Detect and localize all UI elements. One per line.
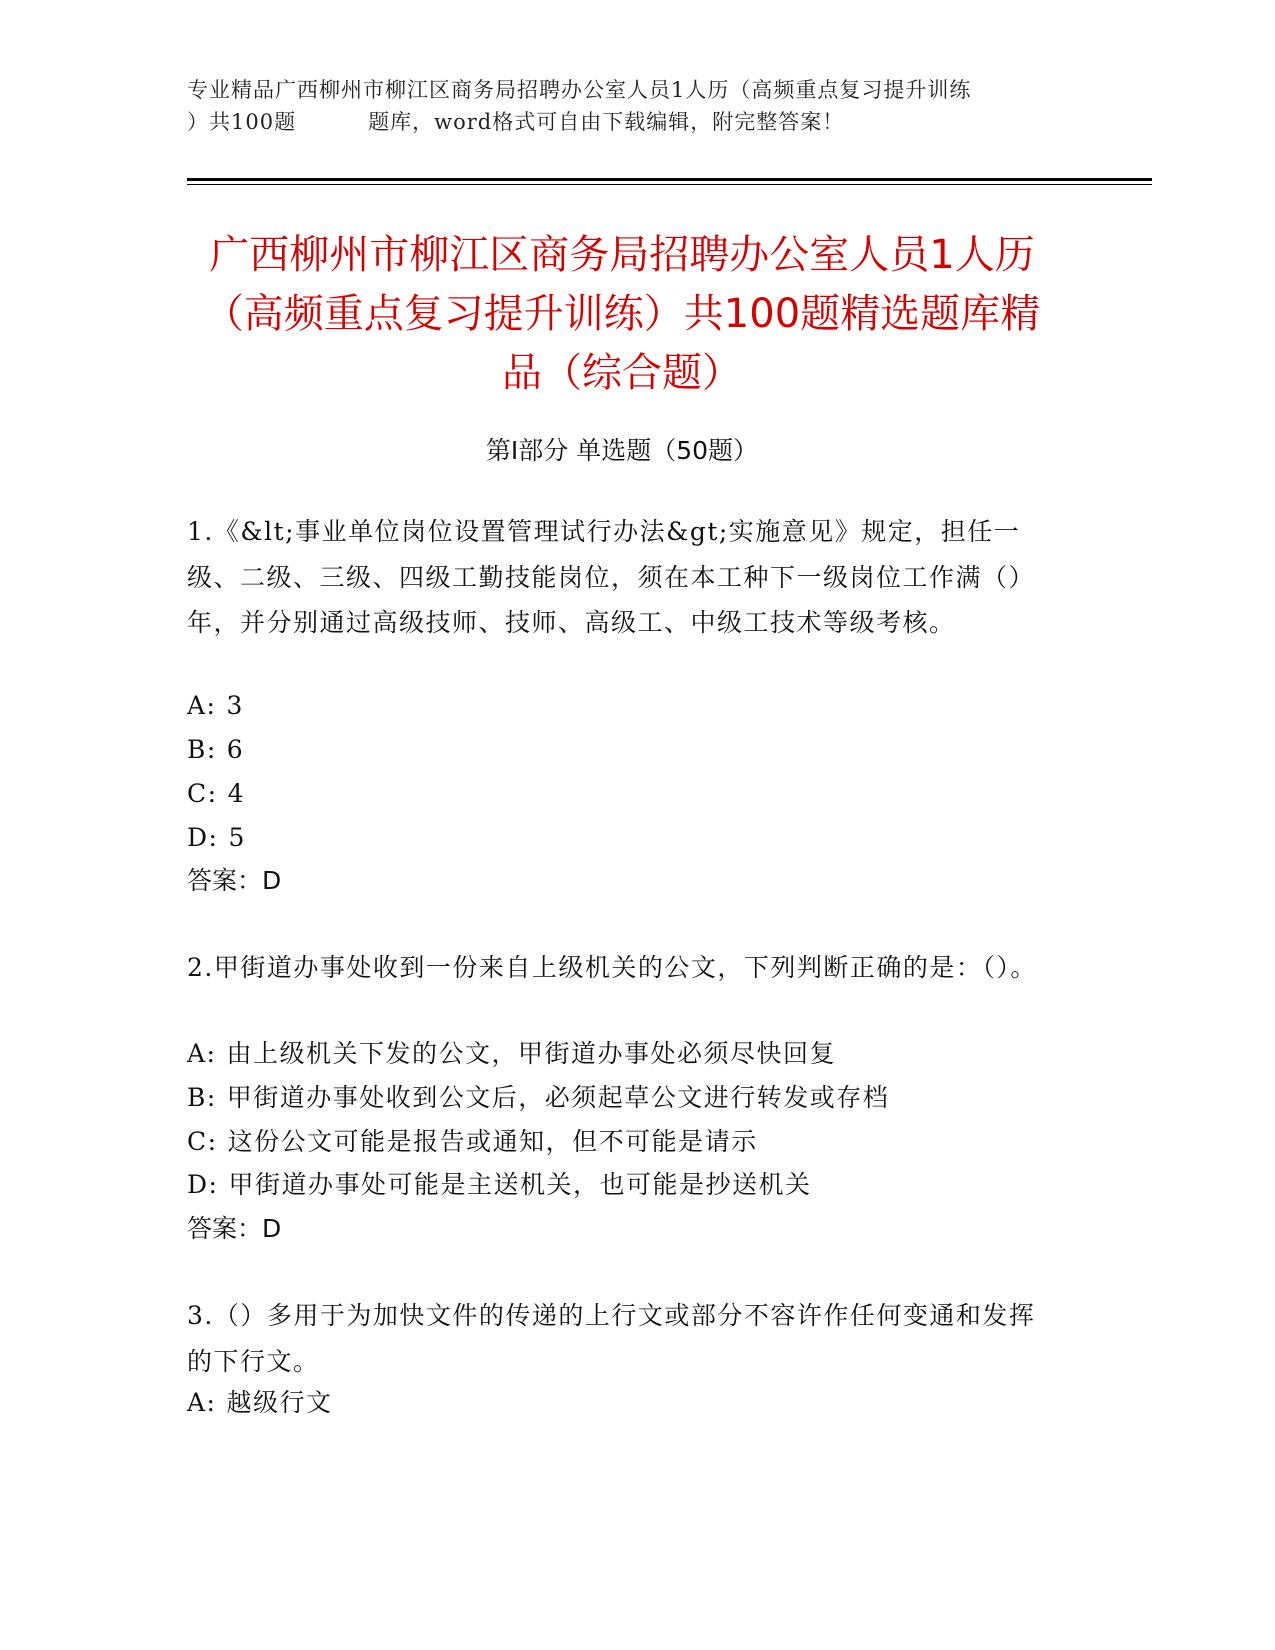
header-note-line-2 [187, 106, 1087, 138]
option-label: D: [187, 823, 219, 852]
option-value: 3 [226, 691, 244, 720]
option-value: 甲街道办事处可能是主送机关，也可能是抄送机关 [228, 1170, 812, 1199]
option-value: 4 [227, 779, 245, 808]
option-value: 由上级机关下发的公文，甲街道办事处必须尽快回复 [226, 1039, 836, 1068]
question-2-option-d [187, 1162, 1057, 1208]
question-1-option-b [187, 727, 1057, 773]
option-value: 越级行文 [226, 1388, 333, 1417]
option-label: C: [187, 779, 218, 808]
document-title: 广西柳州市柳江区商务局招聘办公室人员1人历（高频重点复习提升训练）共100题精选题库精品（综合题） [203, 232, 1041, 396]
question-2-answer: 答案：D [187, 1214, 282, 1243]
header-note [187, 74, 1087, 138]
option-label: A: [187, 691, 217, 720]
option-label: B: [187, 735, 217, 764]
question-1-option-a [187, 683, 1057, 729]
option-value: 6 [226, 735, 245, 764]
question-1-answer: 答案：D [187, 866, 282, 895]
header-divider-thin [187, 184, 1152, 185]
header-note-line-2-left: ）共100题 [187, 110, 297, 134]
question-2-option-c [187, 1119, 1057, 1165]
option-label: A: [187, 1039, 217, 1068]
question-1-text: 1.《&lt;事业单位岗位设置管理试行办法&gt;实施意见》规定，担任一级、二级、三级、四级工勤技能岗位，须在本工种下一级岗位工作满（）年，并分别通过高级技师、技师、高级工、中级工技术等级考核。 [187, 517, 1036, 637]
question-1-option-c [187, 771, 1057, 817]
option-label: B: [187, 1083, 217, 1112]
header-note-line-1: 专业精品广西柳州市柳江区商务局招聘办公室人员1人历（高频重点复习提升训练 [187, 78, 972, 102]
option-label: A: [187, 1388, 217, 1417]
question-1-option-d [187, 815, 1057, 861]
option-label: C: [187, 1127, 218, 1156]
question-2-text: 2.甲街道办事处收到一份来自上级机关的公文，下列判断正确的是：（）。 [187, 953, 1037, 982]
question-2-option-a [187, 1031, 1057, 1077]
header-divider-thick [187, 178, 1152, 181]
question-3-text: 3.（）多用于为加快文件的传递的上行文或部分不容许作任何变通和发挥的下行文。 [187, 1301, 1036, 1376]
section-title: 第I部分 单选题（50题） [485, 436, 759, 465]
header-note-line-2-right: 题库，word格式可自由下载编辑，附完整答案！ [368, 110, 845, 134]
option-value: 甲街道办事处收到公文后，必须起草公文进行转发或存档 [226, 1083, 890, 1112]
option-value: 这份公文可能是报告或通知，但不可能是请示 [227, 1127, 758, 1156]
option-label: D: [187, 1170, 219, 1199]
question-3-option-a [187, 1380, 1057, 1426]
question-2-option-b [187, 1075, 1057, 1121]
option-value: 5 [228, 823, 246, 852]
